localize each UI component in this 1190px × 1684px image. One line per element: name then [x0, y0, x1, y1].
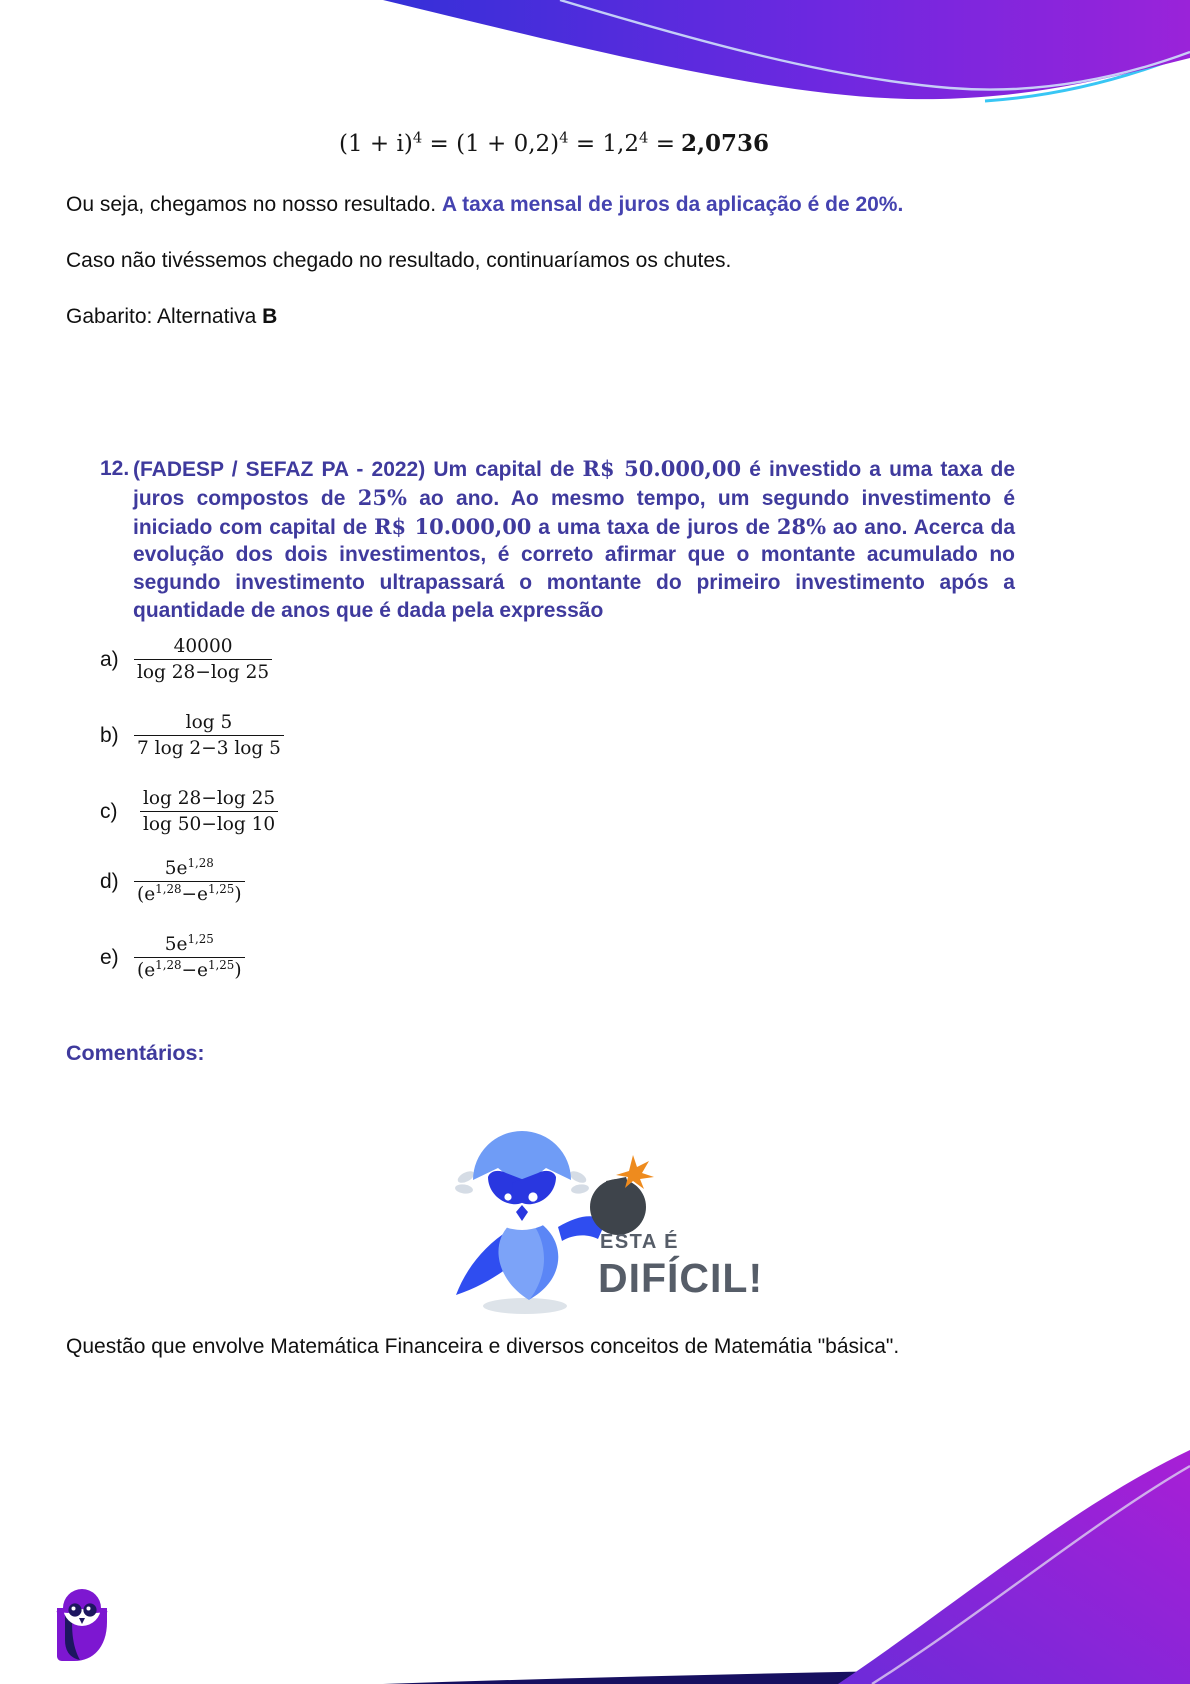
- question-part: ao ano. Acerca da evolução dos dois investimentos, é correto afirmar que o montante acumulado no segundo investimento ultrapassará o montante do primeiro investimento após a quantidade de anos que é dada pela expressão: [133, 515, 1016, 622]
- bomb-icon: [590, 1155, 654, 1235]
- paragraph-result: [66, 192, 1120, 218]
- option-fraction: [134, 855, 245, 905]
- closing-text: Questão que envolve Matemática Financeira e diversos conceitos de Matemátia "básica".: [66, 1335, 900, 1358]
- fraction-numerator: $5e^{1,25}$: [164, 931, 214, 955]
- paragraph-closing: [66, 1334, 1120, 1360]
- footer-wave-decoration: [0, 1444, 1190, 1684]
- fraction-denominator: $(e^{1,28}-e^{1,25})$: [134, 881, 245, 905]
- owl-tuft: [570, 1183, 589, 1194]
- footer-wave-shape: [838, 1450, 1190, 1684]
- fraction-numerator: $5e^{1,28}$: [164, 855, 214, 879]
- question-part: a uma taxa de juros de: [531, 515, 777, 539]
- option-fraction: [134, 788, 284, 835]
- owl-mascot-icon: [454, 1131, 606, 1314]
- owl-pupil-left: [504, 1193, 511, 1200]
- question-number: 12.: [100, 457, 130, 480]
- owl-tuft: [454, 1183, 473, 1194]
- formula-expression: $(1 + i)^4 = (1 + 0,2)^4 = 1,2^4$ =: [338, 129, 675, 157]
- option-row-a: [100, 636, 272, 683]
- option-label: a): [100, 647, 119, 671]
- option-fraction: [134, 636, 272, 683]
- question-text: [133, 455, 1015, 625]
- fraction-numerator: log 5: [185, 712, 233, 733]
- formula-result: 2,0736: [680, 130, 770, 157]
- fraction-denominator: $(e^{1,28}-e^{1,25})$: [134, 957, 245, 981]
- comments-heading: Comentários:: [66, 1041, 205, 1065]
- badge-line-2: DIFÍCIL!: [598, 1255, 764, 1301]
- result-highlight-text: A taxa mensal de juros da aplicação é de 20%.: [441, 193, 904, 216]
- option-label: d): [100, 869, 119, 893]
- option-label: b): [100, 723, 119, 747]
- option-row-d: [100, 855, 245, 905]
- gabarito-answer: B: [262, 305, 278, 328]
- fraction-numerator: 40000: [173, 636, 233, 657]
- paragraph-gabarito: [66, 304, 1120, 330]
- fraction-numerator: log 28−log 25: [143, 788, 276, 809]
- gabarito-label: Gabarito: Alternativa: [66, 305, 263, 328]
- fraction-denominator: 7 log 2−3 log 5: [134, 735, 284, 759]
- badge-line-1: ESTA É: [600, 1231, 680, 1253]
- question-math-value: R$ 50.000,00: [582, 456, 742, 481]
- question-math-value: R$ 10.000,00: [374, 513, 532, 539]
- option-fraction: [134, 712, 284, 759]
- question-part: (FADESP / SEFAZ PA - 2022) Um capital de: [133, 458, 583, 481]
- question-part: ao ano. Ao mesmo tempo, um segundo investimento é iniciado com capital de: [133, 486, 1015, 539]
- question-block: [100, 455, 1015, 625]
- fraction-denominator: log 28−log 25: [134, 659, 272, 683]
- fraction-denominator: log 50−log 10: [140, 811, 278, 835]
- option-row-e: [100, 931, 245, 981]
- option-row-c: [100, 788, 284, 835]
- option-label: c): [100, 799, 118, 823]
- fallback-text: Caso não tivéssemos chegado no resultado, continuaríamos os chutes.: [66, 249, 732, 272]
- owl-shadow: [483, 1298, 567, 1314]
- owl-mascot-difficulty-badge: [430, 1085, 775, 1317]
- question-part: é investido a uma taxa de juros compostos de: [133, 458, 1015, 510]
- header-wave-decoration: [0, 0, 1190, 110]
- option-label: e): [100, 945, 119, 969]
- formula-line: [0, 130, 1190, 157]
- paragraph-fallback: [66, 248, 1120, 274]
- bomb-body: [590, 1179, 646, 1235]
- option-row-b: [100, 712, 284, 759]
- result-normal-text: Ou seja, chegamos no nosso resultado.: [66, 193, 442, 216]
- question-math-value: 25%: [357, 484, 407, 510]
- question-math-value: 28%: [776, 513, 827, 539]
- owl-pupil-right: [528, 1192, 537, 1201]
- option-fraction: [134, 931, 245, 981]
